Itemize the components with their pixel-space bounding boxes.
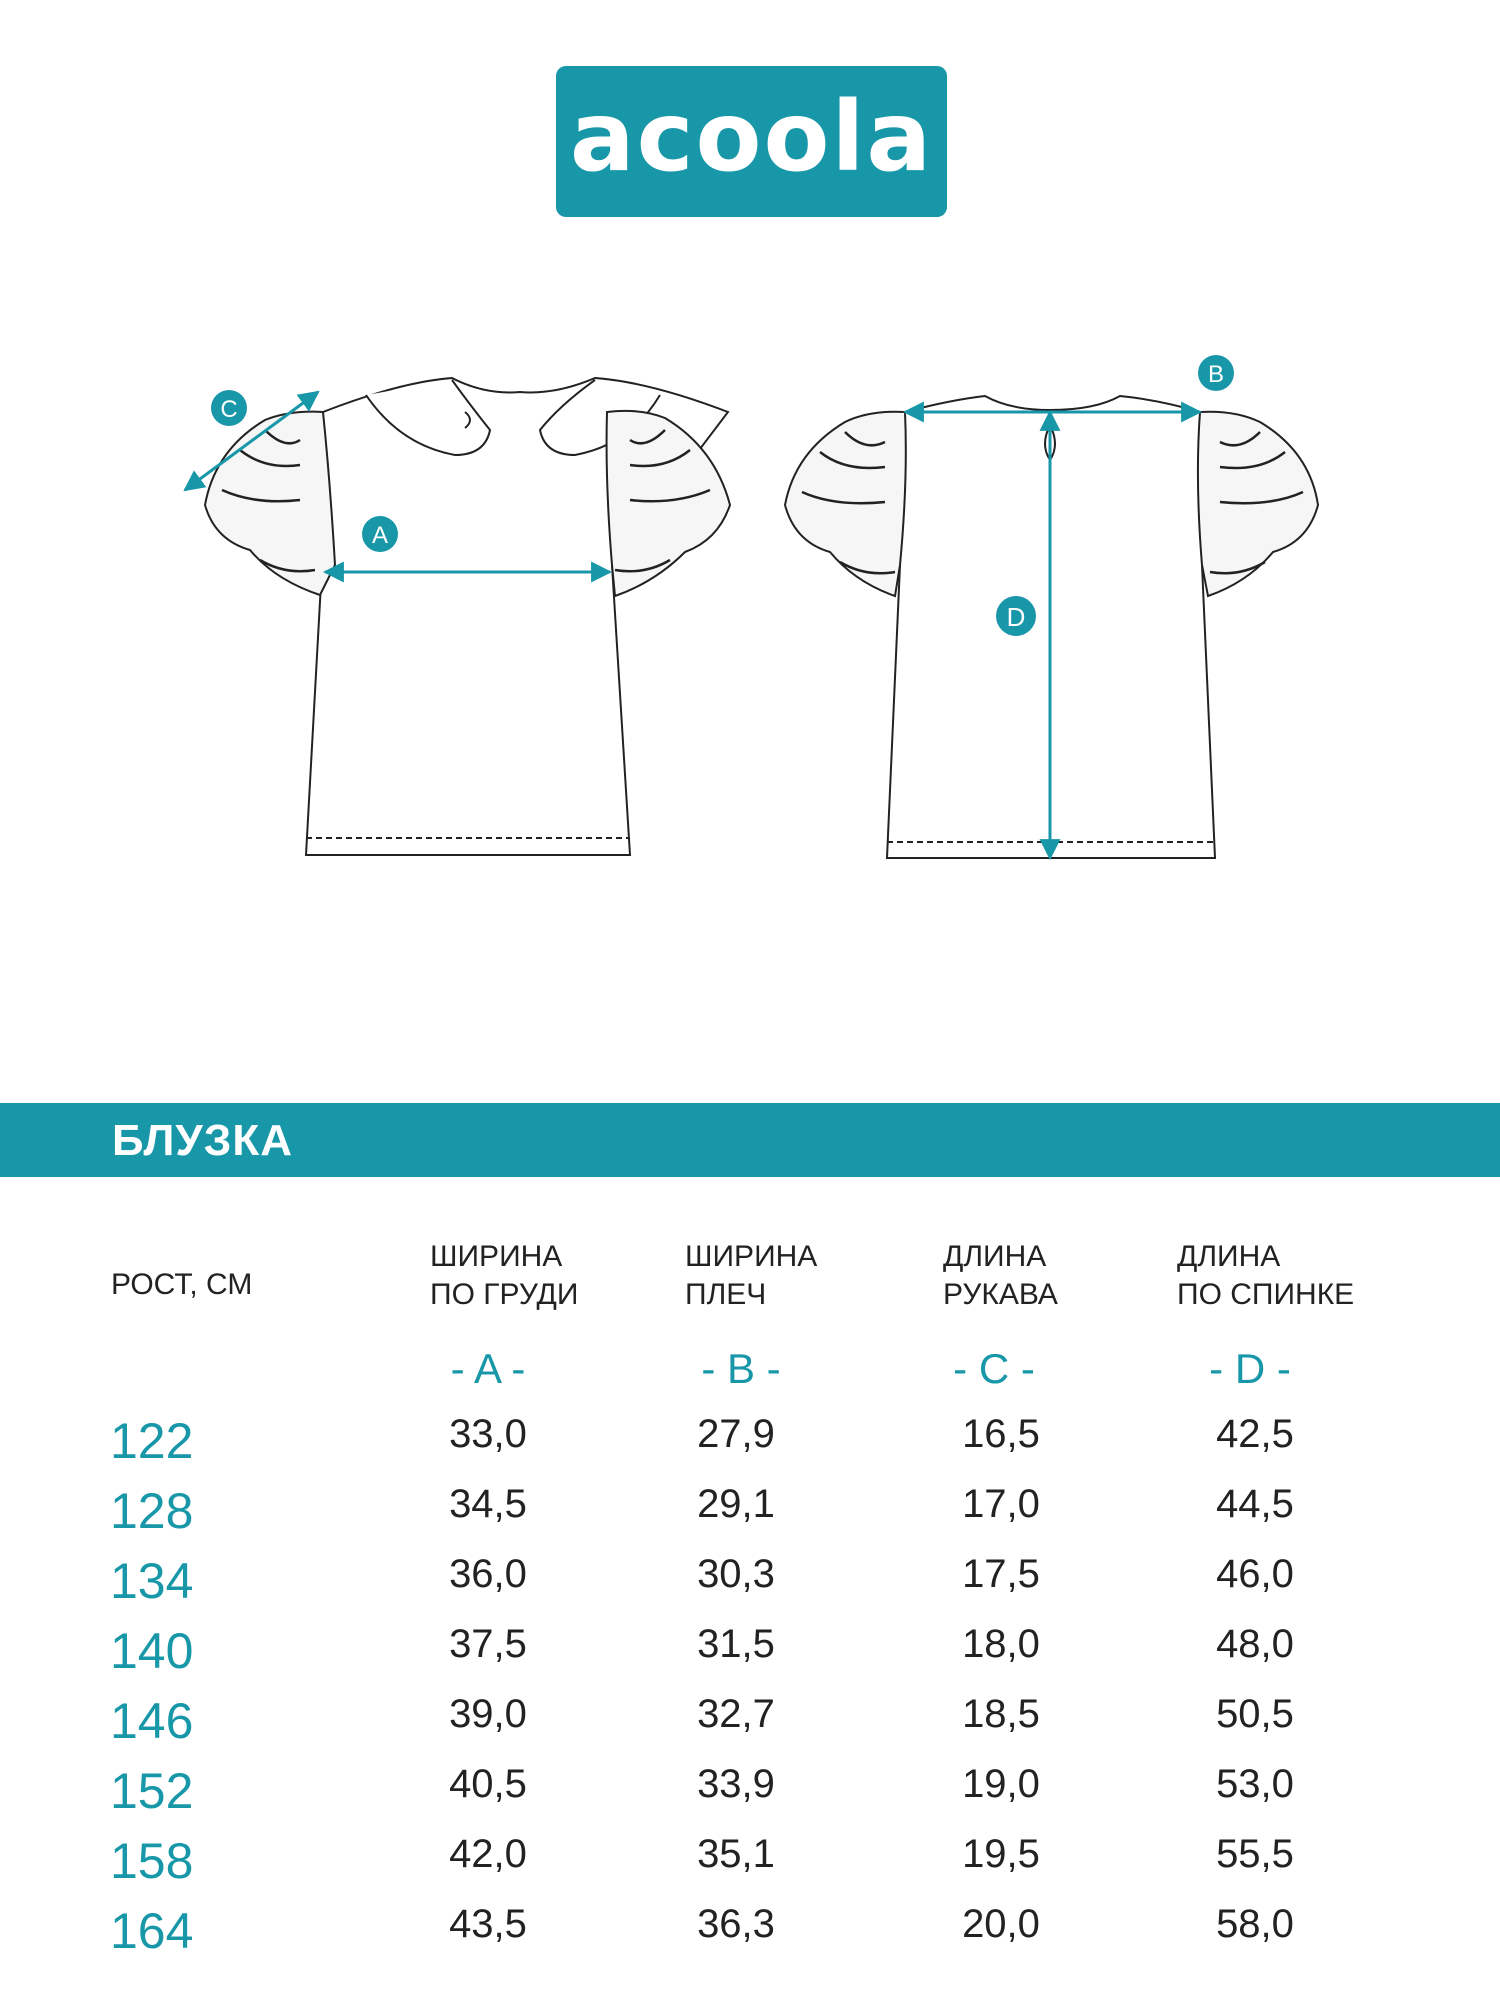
label-d: D	[1006, 602, 1026, 632]
value-cell: 46,0	[1216, 1552, 1294, 1596]
height-cell: 164	[110, 1903, 194, 1959]
column-letter-b: - B -	[701, 1345, 781, 1392]
front-view	[205, 378, 730, 855]
value-cell: 30,3	[697, 1552, 775, 1596]
table-row	[0, 1692, 1500, 1762]
value-cell: 42,5	[1216, 1412, 1294, 1456]
value-cell: 37,5	[449, 1622, 527, 1666]
value-cell: 33,9	[697, 1762, 775, 1806]
height-cell: 122	[110, 1413, 194, 1469]
value-cell: 39,0	[449, 1692, 527, 1736]
value-cell: 18,0	[962, 1622, 1040, 1666]
value-cell: 19,5	[962, 1832, 1040, 1876]
table-row	[0, 1902, 1500, 1972]
height-cell: 140	[110, 1623, 194, 1679]
value-cell: 43,5	[449, 1902, 527, 1946]
value-cell: 53,0	[1216, 1762, 1294, 1806]
value-cell: 19,0	[962, 1762, 1040, 1806]
height-cell: 158	[110, 1833, 194, 1889]
column-header-shoulder: ШИРИНА ПЛЕЧ	[685, 1240, 818, 1311]
value-cell: 33,0	[449, 1412, 527, 1456]
height-cell: 128	[110, 1483, 194, 1539]
column-header-sleeve: ДЛИНА РУКАВА	[943, 1240, 1058, 1311]
value-cell: 50,5	[1216, 1692, 1294, 1736]
title-band	[0, 1103, 1500, 1177]
logo-text: acoola	[569, 80, 934, 193]
value-cell: 48,0	[1216, 1622, 1294, 1666]
product-title: БЛУЗКА	[112, 1116, 293, 1165]
table-row	[0, 1552, 1500, 1622]
table-row	[0, 1482, 1500, 1552]
column-header-back-length: ДЛИНА ПО СПИНКЕ	[1177, 1240, 1355, 1311]
value-cell: 18,5	[962, 1692, 1040, 1736]
column-letter-a: - A -	[450, 1345, 526, 1392]
height-header: РОСТ, СМ	[111, 1268, 253, 1301]
label-b: B	[1207, 361, 1225, 388]
value-cell: 17,0	[962, 1482, 1040, 1526]
value-cell: 36,0	[449, 1552, 527, 1596]
label-a: A	[371, 522, 389, 549]
value-cell: 20,0	[962, 1902, 1040, 1946]
value-cell: 32,7	[697, 1692, 775, 1736]
label-c: C	[220, 396, 238, 423]
value-cell: 36,3	[697, 1902, 775, 1946]
height-cell: 134	[110, 1553, 194, 1609]
value-cell: 27,9	[697, 1412, 775, 1456]
table-row	[0, 1412, 1500, 1482]
value-cell: 44,5	[1216, 1482, 1294, 1526]
column-letter-c: - C -	[953, 1345, 1035, 1392]
value-cell: 58,0	[1216, 1902, 1294, 1946]
value-cell: 40,5	[449, 1762, 527, 1806]
value-cell: 35,1	[697, 1832, 775, 1876]
column-header-chest: ШИРИНА ПО ГРУДИ	[430, 1240, 579, 1311]
value-cell: 34,5	[449, 1482, 527, 1526]
column-letter-d: - D -	[1209, 1345, 1291, 1392]
garment-diagram	[0, 330, 1500, 890]
height-cell: 152	[110, 1763, 194, 1819]
value-cell: 16,5	[962, 1412, 1040, 1456]
table-row	[0, 1762, 1500, 1832]
value-cell: 55,5	[1216, 1832, 1294, 1876]
value-cell: 17,5	[962, 1552, 1040, 1596]
table-row	[0, 1622, 1500, 1692]
value-cell: 29,1	[697, 1482, 775, 1526]
value-cell: 31,5	[697, 1622, 775, 1666]
brand-logo	[556, 66, 947, 217]
value-cell: 42,0	[449, 1832, 527, 1876]
table-row	[0, 1832, 1500, 1902]
height-cell: 146	[110, 1693, 194, 1749]
